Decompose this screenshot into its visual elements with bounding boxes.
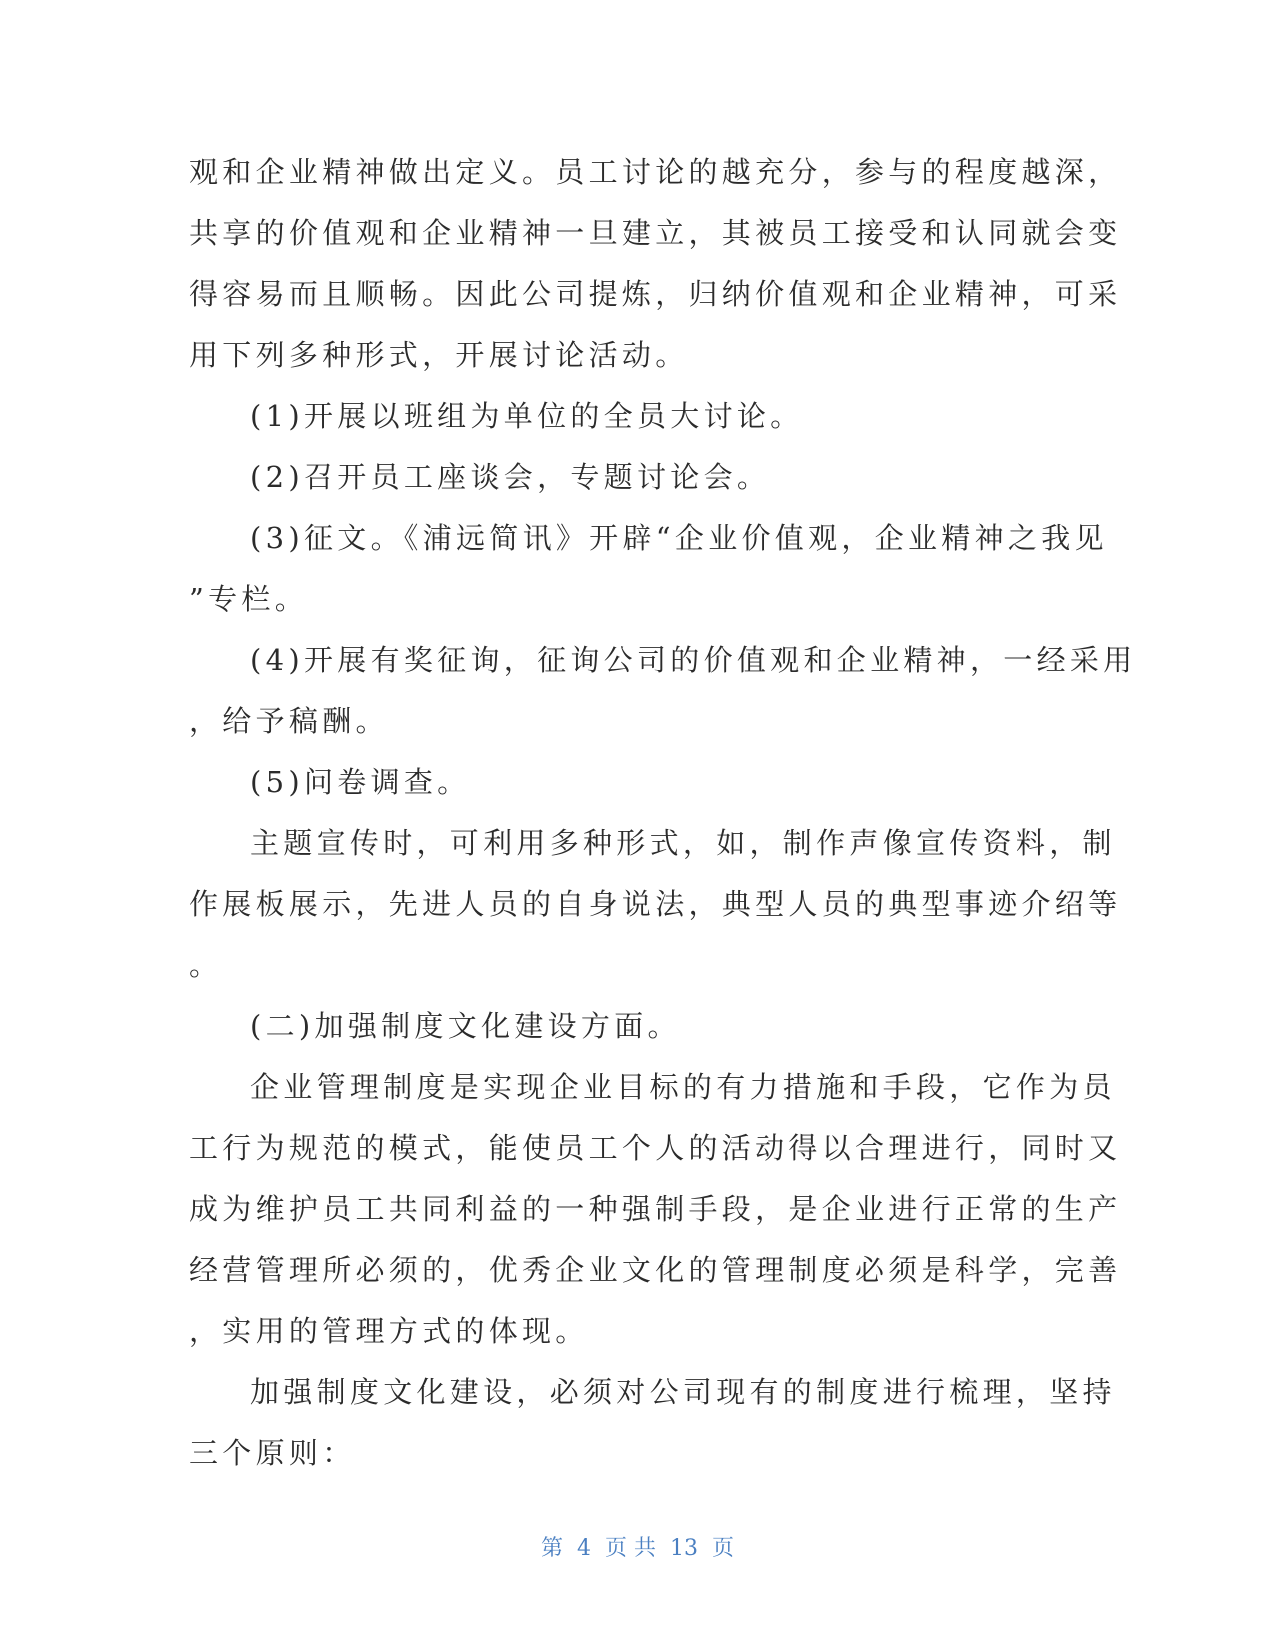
- text-line: 三个原则：: [189, 1436, 356, 1470]
- text-line: ，实用的管理方式的体现。: [189, 1314, 589, 1348]
- paragraph-start: 加强制度文化建设，必须对公司现有的制度进行梳理，坚持: [250, 1375, 1116, 1409]
- text-line: 用下列多种形式，开展讨论活动。: [189, 338, 689, 372]
- text-line: 作展板展示，先进人员的自身说法，典型人员的典型事迹介绍等: [189, 887, 1122, 921]
- text-line: ，给予稿酬。: [189, 704, 389, 738]
- text-line: 。: [189, 948, 223, 982]
- text-line: 得容易而且顺畅。因此公司提炼，归纳价值观和企业精神，可采: [189, 277, 1122, 311]
- page-footer: [0, 1534, 1275, 1564]
- list-item: (4)开展有奖征询，征询公司的价值观和企业精神，一经采用: [250, 643, 1137, 677]
- text-line: ”专栏。: [189, 582, 309, 616]
- paragraph-start: 主题宣传时，可利用多种形式，如，制作声像宣传资料，制: [250, 826, 1116, 860]
- list-item: (3)征文。《浦远简讯》开辟“企业价值观，企业精神之我见: [250, 521, 1108, 555]
- list-item: (2)召开员工座谈会，专题讨论会。: [250, 460, 771, 494]
- footer-suffix: 页: [712, 1536, 735, 1561]
- list-item: (5)问卷调查。: [250, 765, 471, 799]
- text-line: 成为维护员工共同利益的一种强制手段，是企业进行正常的生产: [189, 1192, 1122, 1226]
- current-page-number: 4: [577, 1536, 591, 1561]
- text-line: 工行为规范的模式，能使员工个人的活动得以合理进行，同时又: [189, 1131, 1122, 1165]
- paragraph-start: 企业管理制度是实现企业目标的有力措施和手段，它作为员: [250, 1070, 1116, 1104]
- text-line: 共享的价值观和企业精神一旦建立，其被员工接受和认同就会变: [189, 216, 1122, 250]
- text-line: 观和企业精神做出定义。员工讨论的越充分，参与的程度越深，: [189, 155, 1122, 189]
- total-pages-number: 13: [670, 1536, 698, 1561]
- text-line: 经营管理所必须的，优秀企业文化的管理制度必须是科学，完善: [189, 1253, 1122, 1287]
- section-heading: (二)加强制度文化建设方面。: [250, 1009, 681, 1043]
- footer-prefix: 第: [540, 1536, 563, 1561]
- footer-middle: 页 共: [605, 1536, 656, 1561]
- list-item: (1)开展以班组为单位的全员大讨论。: [250, 399, 804, 433]
- document-body: [189, 142, 1137, 1484]
